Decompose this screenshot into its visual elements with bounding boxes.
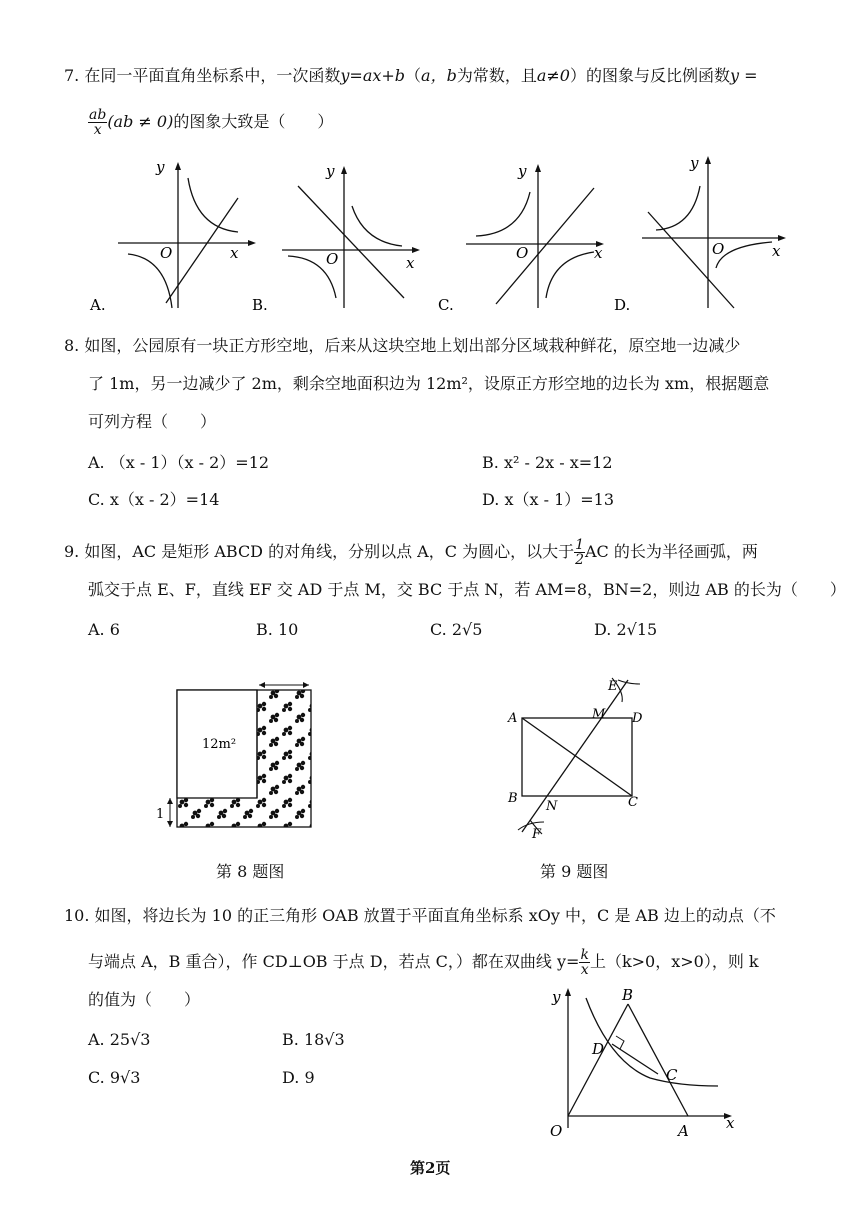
q7c-y-label: y bbox=[518, 162, 527, 180]
q9-label-e: E bbox=[608, 679, 618, 694]
q8-option-c[interactable]: C. x（x - 2）=14 bbox=[88, 490, 220, 509]
q7d-x-label: x bbox=[772, 242, 781, 260]
q7-graph-d bbox=[612, 150, 792, 318]
q10-label-b: B bbox=[622, 986, 634, 1004]
q9-label-n: N bbox=[546, 799, 558, 814]
q8-option-a[interactable]: A. （x - 1）（x - 2）=12 bbox=[88, 453, 270, 472]
q8-number: 8. bbox=[64, 336, 80, 355]
q7a-x-label: x bbox=[230, 244, 239, 262]
q10-label-a: A bbox=[678, 1122, 689, 1140]
q10-figure bbox=[538, 982, 748, 1142]
q7b-x-label: x bbox=[406, 254, 415, 272]
q9-stem-line2: 弧交于点 E、F，直线 EF 交 AD 于点 M，交 BC 于点 N，若 AM=8，BN=2，则边 AB 的长为（ ） bbox=[88, 580, 846, 599]
q7a-y-label: y bbox=[156, 158, 165, 176]
q10-label-c: C bbox=[666, 1066, 678, 1084]
q7b-y-label: y bbox=[326, 162, 335, 180]
q9-option-d[interactable]: D. 2√15 bbox=[594, 620, 658, 639]
q7d-option-label: D. bbox=[614, 296, 631, 314]
q7-number: 7. bbox=[64, 66, 80, 85]
q8-stem-line3: 可列方程（ ） bbox=[88, 412, 217, 431]
q7d-y-label: y bbox=[690, 154, 699, 172]
q8-figure-caption: 第 8 题图 bbox=[216, 862, 285, 881]
q10-stem-line1: 10. 如图，将边长为 10 的正三角形 OAB 放置于平面直角坐标系 xOy 中，C 是 AB 边上的动点（不 bbox=[64, 906, 776, 925]
q10-number: 10. bbox=[64, 906, 90, 925]
q10-stem-line2: 与端点 A，B 重合），作 CD⊥OB 于点 D，若点 C，）都在双曲线 y= $\frac{k}{x}$ 上（k>0，x>0），则 k bbox=[88, 947, 759, 978]
q9-label-c: C bbox=[628, 795, 638, 810]
q10-label-d: D bbox=[592, 1040, 605, 1058]
q8-option-b[interactable]: B. x² - 2x - x=12 bbox=[482, 453, 613, 472]
q10-y-label: y bbox=[552, 988, 561, 1006]
q9-label-m: M bbox=[592, 707, 606, 722]
q9-figure bbox=[500, 672, 660, 844]
q9-option-b[interactable]: B. 10 bbox=[256, 620, 299, 639]
q7d-origin-label: O bbox=[712, 240, 725, 258]
q10-option-c[interactable]: C. 9√3 bbox=[88, 1068, 141, 1087]
q7-graph-a bbox=[88, 158, 258, 318]
page-number: 第2页 bbox=[410, 1159, 451, 1177]
q7b-option-label: B. bbox=[252, 296, 268, 314]
q10-option-a[interactable]: A. 25√3 bbox=[88, 1030, 151, 1049]
q9-label-b: B bbox=[508, 791, 518, 806]
q7b-origin-label: O bbox=[326, 250, 339, 268]
q9-label-a: A bbox=[508, 711, 518, 726]
q9-figure-caption: 第 9 题图 bbox=[540, 862, 609, 881]
q7c-x-label: x bbox=[594, 244, 603, 262]
q9-stem-line1: 9. 如图，AC 是矩形 ABCD 的对角线，分别以点 A，C 为圆心，以大于 $\frac{1}{2}$ AC 的长为半径画弧，两 bbox=[64, 537, 758, 568]
q10-stem-line3: 的值为（ ） bbox=[88, 990, 201, 1009]
q10-option-b[interactable]: B. 18√3 bbox=[282, 1030, 345, 1049]
q9-label-d: D bbox=[632, 711, 643, 726]
q7c-option-label: C. bbox=[438, 296, 454, 314]
q10-x-label: x bbox=[726, 1114, 735, 1132]
q9-option-a[interactable]: A. 6 bbox=[88, 620, 120, 639]
q9-label-f: F bbox=[532, 827, 542, 842]
q7a-option-label: A. bbox=[90, 296, 106, 314]
q7a-origin-label: O bbox=[160, 244, 173, 262]
q9-number: 9. bbox=[64, 542, 80, 561]
q8-side-label: 1 bbox=[156, 807, 165, 822]
q7-graph-c bbox=[436, 158, 611, 318]
q9-option-c[interactable]: C. 2√5 bbox=[430, 620, 483, 639]
q7-fraction: $\frac{ab}{x}$ bbox=[89, 107, 107, 138]
q8-area-label: 12m² bbox=[202, 737, 237, 752]
q10-k-fraction: $\frac{k}{x}$ bbox=[580, 947, 589, 978]
q8-stem-line2: 了 1m，另一边减少了 2m，剩余空地面积边为 12m²，设原正方形空地的边长为 xm，根据题意 bbox=[88, 374, 770, 393]
q7c-origin-label: O bbox=[516, 244, 529, 262]
q10-label-o: O bbox=[550, 1122, 563, 1140]
q10-option-d[interactable]: D. 9 bbox=[282, 1068, 315, 1087]
q7-stem-line1: 7. 在同一平面直角坐标系中，一次函数y=ax+b（a，b为常数，且a≠0）的图象与反比例函数y = bbox=[64, 66, 758, 85]
q8-figure bbox=[150, 676, 322, 832]
q7-stem-line2: $\frac{ab}{x}$ (ab ≠ 0)的图象大致是（ ） bbox=[89, 107, 334, 138]
q8-stem-line1: 8. 如图，公园原有一块正方形空地，后来从这块空地上划出部分区域栽种鲜花，原空地一边减少 bbox=[64, 336, 741, 355]
q9-half-fraction: $\frac{1}{2}$ bbox=[575, 537, 584, 568]
q8-option-d[interactable]: D. x（x - 1）=13 bbox=[482, 490, 615, 509]
q7-graph-b bbox=[252, 158, 427, 318]
